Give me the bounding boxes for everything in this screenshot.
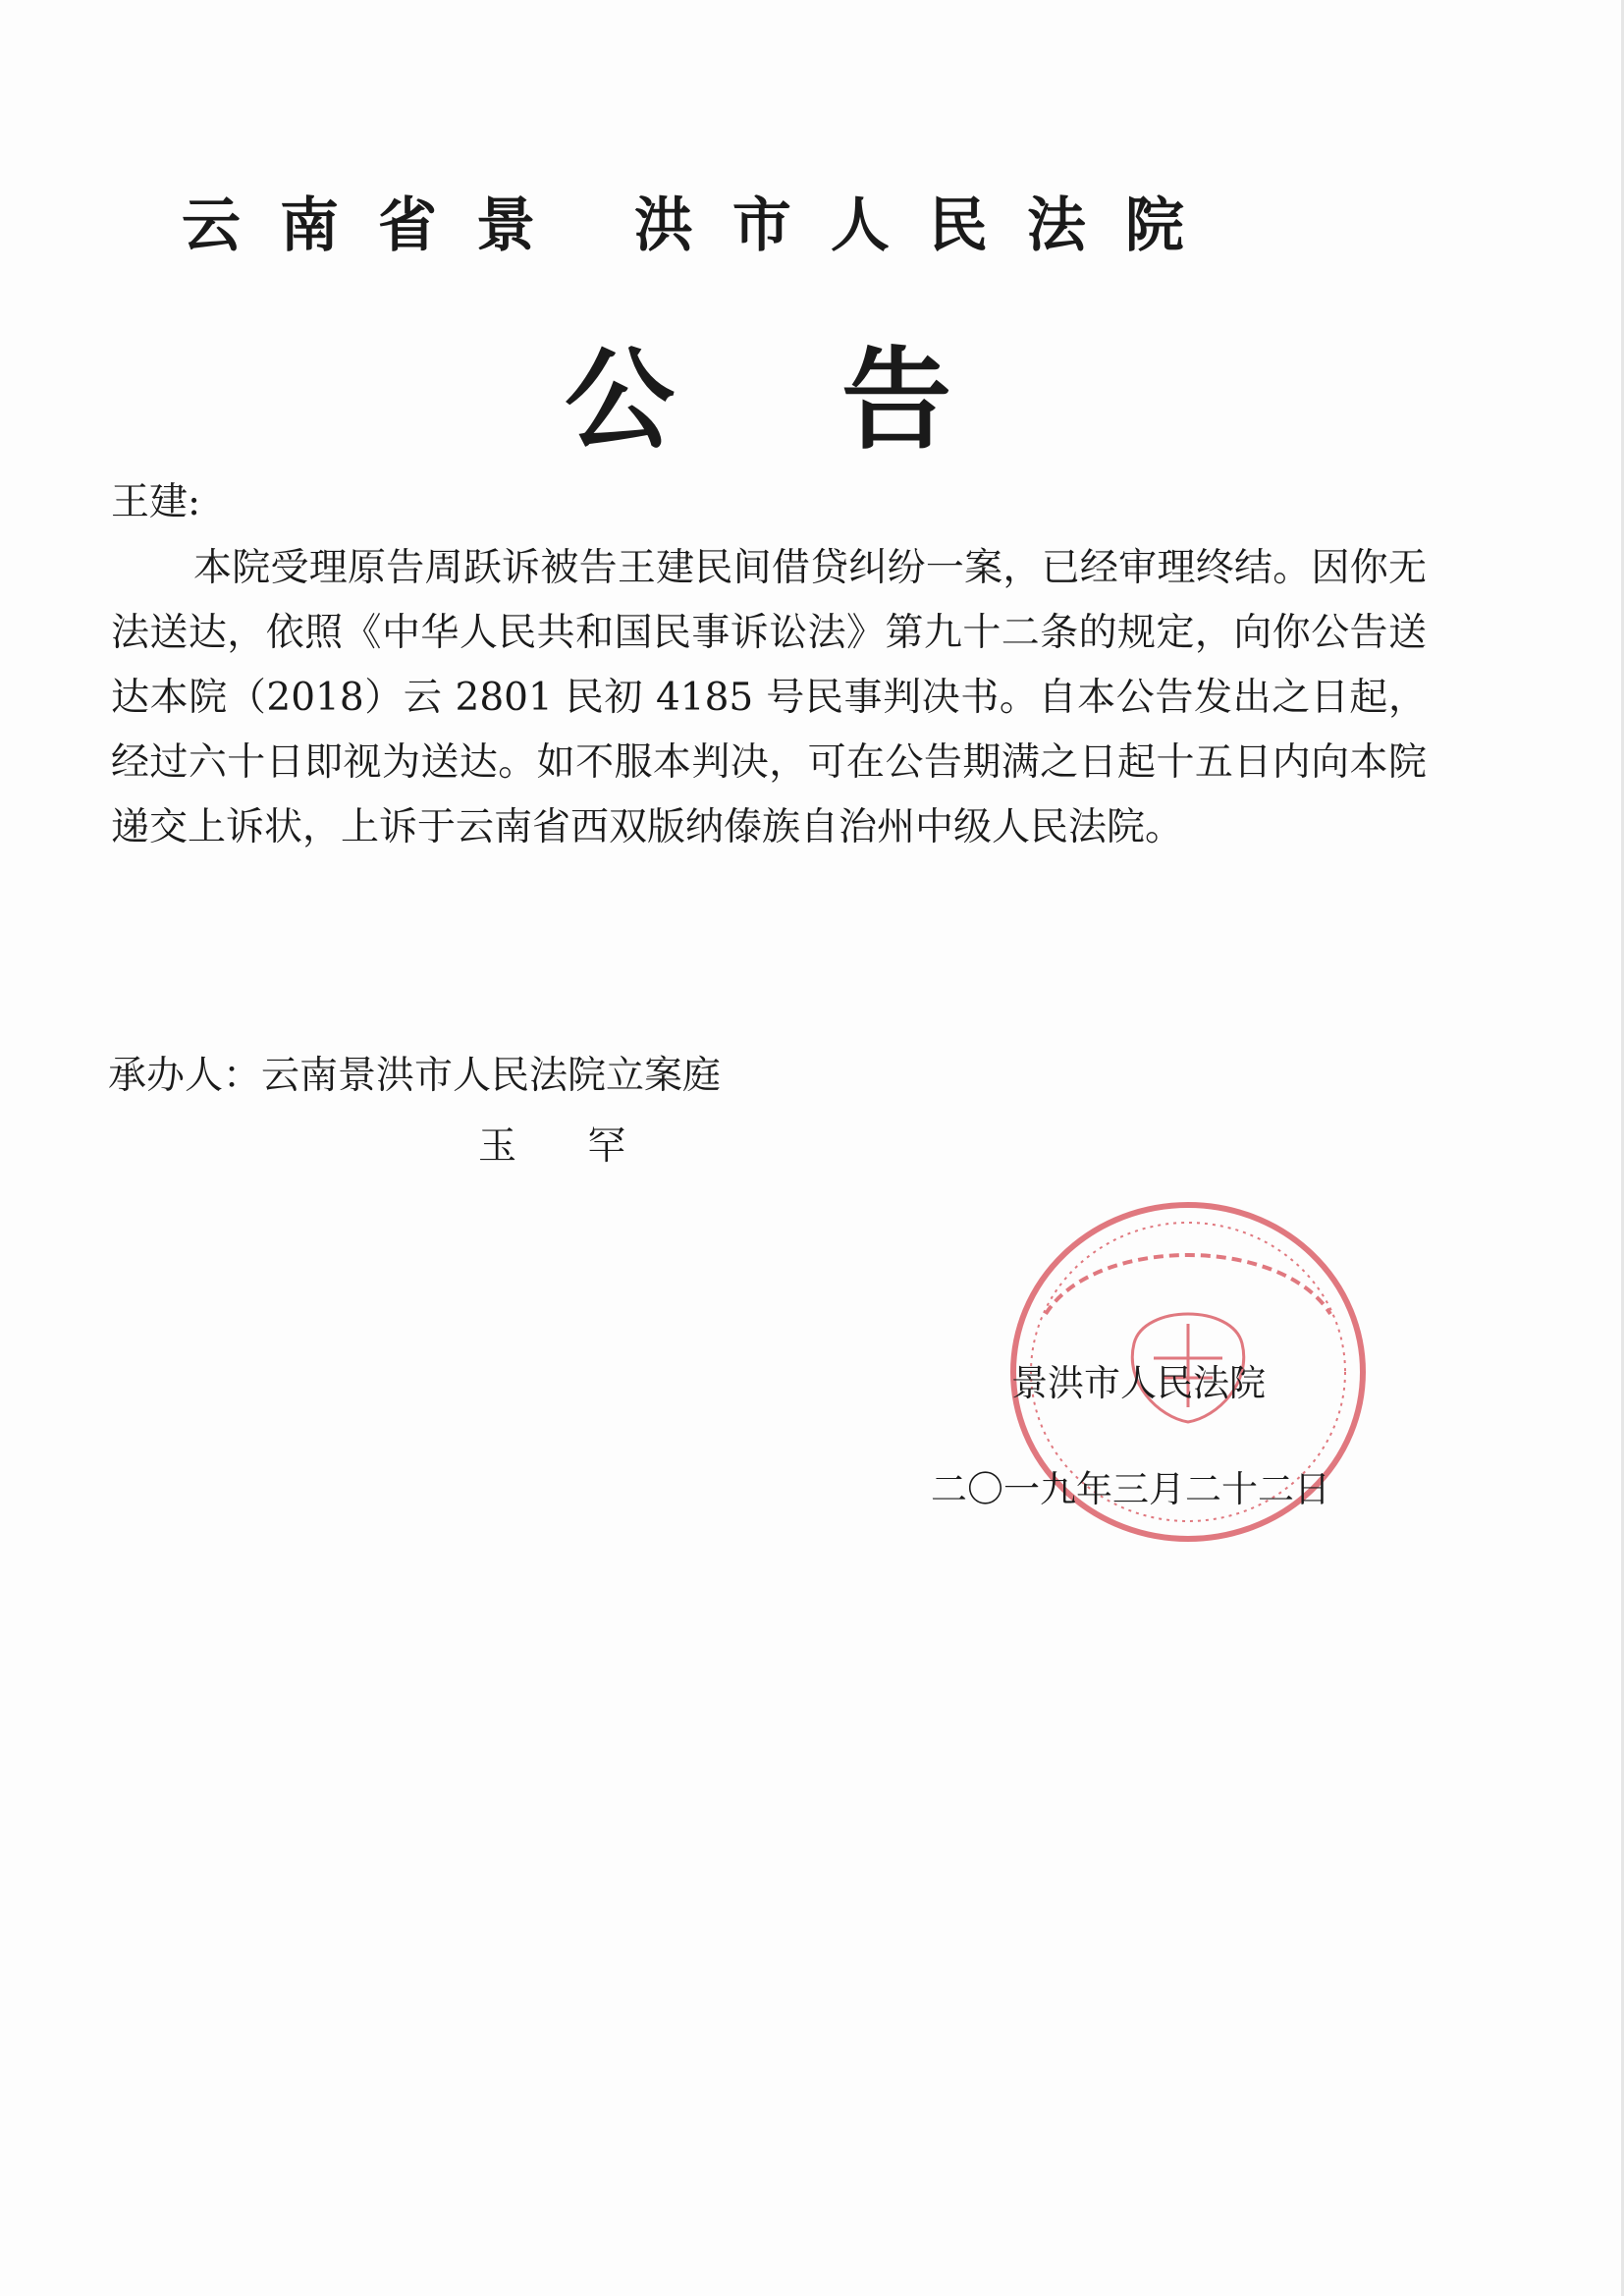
issue-date: 二〇一九年三月二十二日 [931, 1468, 1330, 1510]
court-name-heading: 云南省景 洪市人民法院 [182, 191, 1223, 260]
notice-title: 公告 [565, 336, 1118, 465]
addressee: 王建: [111, 480, 201, 524]
handler-name: 玉 罕 [478, 1124, 656, 1169]
notice-body: 本院受理原告周跃诉被告王建民间借贷纠纷一案，已经审理终结。因你无法送达，依照《中华人民共和国民事诉讼法》第九十二条的规定，向你公告送达本院（2018）云 2801 民初 4185 号民事判决书。自本公告发出之日起，经过六十日即视为送达。如不服本判决，可在公告期满之日起十五日内向本院递交上诉状，上诉于云南省西双版纳傣族自治州中级人民法院。 [111, 546, 1427, 849]
issuer-name: 景洪市人民法院 [1011, 1362, 1266, 1404]
handler-line: 承办人：云南景洪市人民法院立案庭 [108, 1054, 722, 1098]
